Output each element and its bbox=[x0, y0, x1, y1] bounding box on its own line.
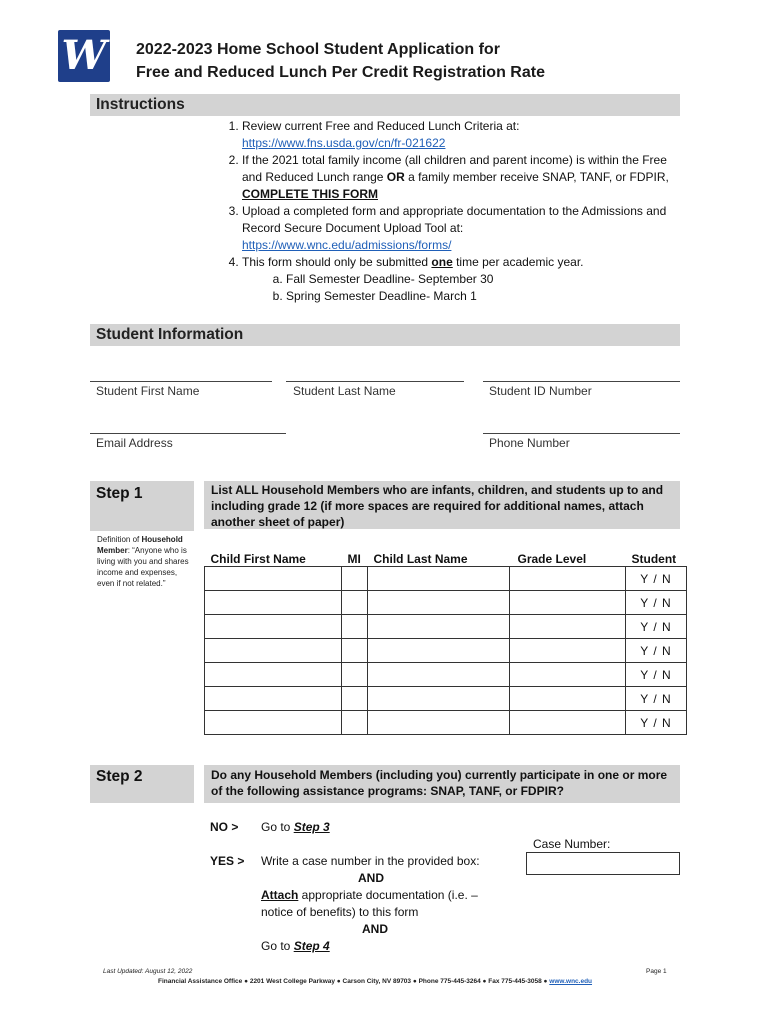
instruction-3: 3. Upload a completed form and appropriate documentation to the Admissions and Record Secure Document Upload Tool at: https://www.wnc.edu/admissions/forms/ bbox=[242, 203, 680, 254]
cell-mi[interactable] bbox=[342, 567, 368, 591]
page-number: Page 1 bbox=[646, 968, 667, 975]
cell-mi[interactable] bbox=[342, 711, 368, 735]
household-definition: Definition of Household Member: “Anyone who is living with you and shares income and expenses, even if not related.” bbox=[97, 535, 189, 588]
table-row bbox=[205, 663, 687, 687]
instructions-bar bbox=[90, 94, 680, 116]
student-yn[interactable]: Y / N bbox=[626, 711, 687, 735]
col-child-first-name: Child First Name bbox=[210, 552, 306, 566]
cell-grade[interactable] bbox=[510, 687, 626, 711]
cell-last-name[interactable] bbox=[368, 567, 510, 591]
email-field[interactable] bbox=[90, 433, 286, 434]
instruction-2: 2. If the 2021 total family income (all children and parent income) is within the Free and Reduced Lunch range OR a family member receive SNAP, TANF, or FDPIR, COMPLETE THIS FORM bbox=[242, 152, 680, 203]
cell-last-name[interactable] bbox=[368, 663, 510, 687]
student-yn[interactable]: Y / N bbox=[626, 567, 687, 591]
col-child-last-name: Child Last Name bbox=[373, 552, 468, 566]
table-row bbox=[205, 615, 687, 639]
student-yn[interactable]: Y / N bbox=[626, 687, 687, 711]
step2-description: Do any Household Members (including you) currently participate in one or more of the following assistance programs: SNAP, TANF, or FDPIR? bbox=[211, 768, 668, 798]
usda-link[interactable]: https://www.fns.usda.gov/cn/fr-021622 bbox=[242, 136, 446, 150]
step1-description: List ALL Household Members who are infants, children, and students up to and including grade 12 (if more spaces are required for additional names, attach another sheet of paper) bbox=[211, 483, 664, 529]
step2-description-bar bbox=[204, 765, 680, 803]
cell-mi[interactable] bbox=[342, 591, 368, 615]
last-name-field[interactable] bbox=[286, 381, 464, 382]
deadline-spring: b. Spring Semester Deadline- March 1 bbox=[286, 288, 680, 305]
cell-grade[interactable] bbox=[510, 711, 626, 735]
student-id-field[interactable] bbox=[483, 381, 680, 382]
cell-grade[interactable] bbox=[510, 663, 626, 687]
first-name-field[interactable] bbox=[90, 381, 272, 382]
cell-grade[interactable] bbox=[510, 591, 626, 615]
cell-last-name[interactable] bbox=[368, 639, 510, 663]
cell-mi[interactable] bbox=[342, 639, 368, 663]
instructions-heading: Instructions bbox=[96, 96, 185, 113]
case-number-label: Case Number: bbox=[533, 837, 611, 851]
household-members-table bbox=[204, 544, 687, 735]
wnc-site-link[interactable]: www.wnc.edu bbox=[549, 978, 593, 985]
cell-first-name[interactable] bbox=[205, 615, 342, 639]
student-yn[interactable]: Y / N bbox=[626, 639, 687, 663]
cell-grade[interactable] bbox=[510, 615, 626, 639]
student-info-heading: Student Information bbox=[96, 326, 244, 343]
col-grade-level: Grade Level bbox=[517, 552, 587, 566]
yes-label: YES > bbox=[210, 854, 245, 868]
phone-field[interactable] bbox=[483, 433, 680, 434]
no-label: NO > bbox=[210, 820, 239, 834]
wnc-forms-link[interactable]: https://www.wnc.edu/admissions/forms/ bbox=[242, 238, 452, 252]
email-label: Email Address bbox=[96, 436, 173, 450]
cell-last-name[interactable] bbox=[368, 615, 510, 639]
student-info-bar bbox=[90, 324, 680, 346]
cell-mi[interactable] bbox=[342, 615, 368, 639]
phone-label: Phone Number bbox=[489, 436, 570, 450]
page-title: 2022-2023 Home School Student Application for Free and Reduced Lunch Per Credit Registration Rate bbox=[136, 41, 545, 81]
footer-address: Financial Assistance Office ● 2201 West College Parkway ● Carson City, NV 89703 ● Phone 775-445-3264 ● Fax 775-445-3058 ● www.wnc.edu bbox=[158, 978, 593, 985]
table-row bbox=[205, 687, 687, 711]
col-mi: MI bbox=[347, 552, 361, 566]
cell-last-name[interactable] bbox=[368, 687, 510, 711]
student-yn[interactable]: Y / N bbox=[626, 591, 687, 615]
case-number-input[interactable] bbox=[526, 852, 680, 875]
cell-last-name[interactable] bbox=[368, 591, 510, 615]
instructions-list bbox=[220, 118, 680, 305]
yes-instruction: Write a case number in the provided box: AND Attach appropriate documentation (i.e. – notice of benefits) to this form AND Go to Step 4 bbox=[261, 854, 480, 953]
cell-first-name[interactable] bbox=[205, 711, 342, 735]
step2-title: Step 2 bbox=[96, 768, 143, 785]
cell-last-name[interactable] bbox=[368, 711, 510, 735]
col-student: Student bbox=[631, 552, 677, 566]
cell-first-name[interactable] bbox=[205, 687, 342, 711]
cell-grade[interactable] bbox=[510, 639, 626, 663]
cell-first-name[interactable] bbox=[205, 639, 342, 663]
last-name-label: Student Last Name bbox=[293, 384, 396, 398]
step1-title: Step 1 bbox=[96, 485, 143, 502]
cell-first-name[interactable] bbox=[205, 591, 342, 615]
cell-grade[interactable] bbox=[510, 567, 626, 591]
table-row bbox=[205, 639, 687, 663]
first-name-label: Student First Name bbox=[96, 384, 200, 398]
step1-title-bar bbox=[90, 481, 194, 531]
step2-title-bar bbox=[90, 765, 194, 803]
table-row bbox=[205, 711, 687, 735]
cell-mi[interactable] bbox=[342, 663, 368, 687]
cell-mi[interactable] bbox=[342, 687, 368, 711]
instruction-1: 1. Review current Free and Reduced Lunch Criteria at: https://www.fns.usda.gov/cn/fr-021622 bbox=[242, 118, 680, 152]
cell-first-name[interactable] bbox=[205, 663, 342, 687]
college-logo: W bbox=[58, 30, 110, 82]
deadline-fall: a. Fall Semester Deadline- September 30 bbox=[286, 271, 680, 288]
no-instruction: Go to Step 3 bbox=[261, 820, 330, 834]
cell-first-name[interactable] bbox=[205, 567, 342, 591]
step1-description-bar bbox=[204, 481, 680, 529]
student-yn[interactable]: Y / N bbox=[626, 663, 687, 687]
student-id-label: Student ID Number bbox=[489, 384, 592, 398]
table-row bbox=[205, 567, 687, 591]
table-row bbox=[205, 591, 687, 615]
instruction-4: 4. This form should only be submitted one time per academic year. a. Fall Semester Deadline- September 30 b. Spring Semester Deadline- March 1 bbox=[242, 254, 680, 305]
student-yn[interactable]: Y / N bbox=[626, 615, 687, 639]
last-updated: Last Updated: August 12, 2022 bbox=[103, 968, 193, 975]
